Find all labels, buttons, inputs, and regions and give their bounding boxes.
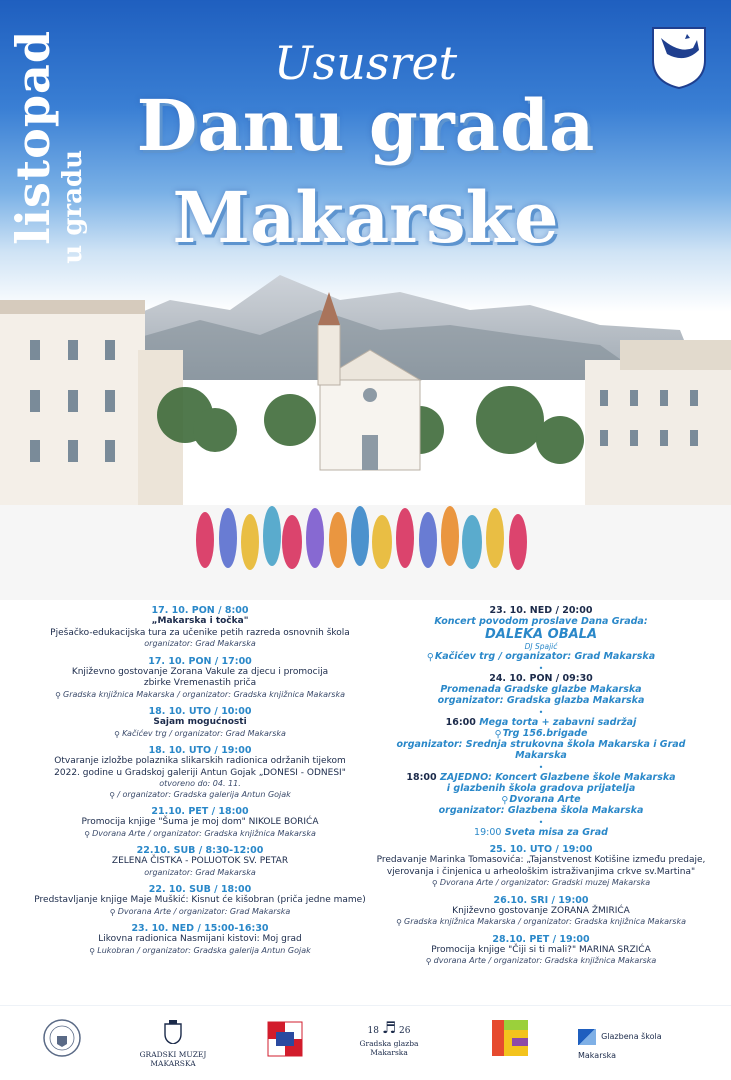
- event-item: 18. 10. UTO / 10:00 Sajam mogućnosti ⚲ Kačićev trg / organizator: Grad Makarska: [114, 706, 286, 739]
- event-item: 23. 10. NED / 15:00-16:30 Likovna radionica Nasmijani kistovi: Moj grad ⚲ Lukobran / organizator: Gradska galerija Antun Gojak: [89, 923, 311, 956]
- location-pin-icon: ⚲: [55, 690, 61, 700]
- sponsor-footer: [0, 1005, 731, 1080]
- events-right-column: 23. 10. NED / 20:00 Koncert povodom proslave Dana Grada: DALEKA OBALA DJ Spajić ⚲Kačićev trg / organizator: Grad Makarska • 24. 10. PON / 09:30 Promenada Gradske glazbe Makarska organizator: Gradska glazba Makarska • 16:00 Mega torta + zabavni sadržaj ⚲Trg 156.brigade organizator: Srednja strukovna škola Makarska i Grad Makarska • 18:00 ZAJEDNO: Koncert Glazbene škole Makarska i glazbenih škola gradova prijatelja ⚲Dvorana Arte organizator: Glazbena škola Makarska • 19:00 Sveta misa za Grad 25. 10. UTO / 19:00 Predavanje Marinka Tomasovića: „Tajanstvenost Kotišine između predaje, vjerovanja i činjenica u arheološkim istraživanjima crkve sv.Martina" ⚲ Dvorana Arte / organizator: Gradski muzej Makarska 26.10. SRI / 19:00 Književno gostovanje ZORANA ŽMIRIĆA ⚲ Gradska knjižnica Makarska / organizator: Gradska knjižnica Makarska 28.10. PET / 19:00 Promocija knjige "Čiji si ti mali?" MARINA SRZIĆA ⚲ dvorana Arte / organizator: Gradska knjižnica Makarska: [376, 605, 706, 966]
- museum-logo: GRADSKI MUZEJ MAKARSKA: [118, 1018, 228, 1068]
- g-block-icon: [490, 1018, 530, 1058]
- croatian-checker-icon: [266, 1018, 304, 1060]
- makarska-square-illustration: [0, 270, 731, 600]
- event-item: 19:00 Sveta misa za Grad: [474, 827, 608, 838]
- event-item: 18. 10. UTO / 19:00 Otvaranje izložbe polaznika slikarskih radionica održanih tijekom 2022. godine u Gradskoj galeriji Antun Gojak „DONESI - ODNESI" otvoreno do: 04. 11. ⚲ / organizator: Gradska galerija Antun Gojak: [54, 745, 346, 800]
- events-left-column: [30, 605, 370, 962]
- ususret-script: Ususret: [273, 36, 458, 90]
- location-pin-icon: ⚲: [89, 946, 96, 956]
- location-pin-icon: ⚲: [114, 729, 120, 739]
- music-school-icon: [578, 1029, 596, 1045]
- side-title-small: u gradu: [58, 150, 88, 264]
- event-item: 17. 10. PON / 17:00 Književno gostovanje Zorana Vakule za djecu i promocija zbirke Vremenastih priča ⚲ Gradska knjižnica Makarska / organizator: Gradska knjižnica Makarska: [55, 655, 345, 700]
- city-crest-icon: [649, 24, 709, 90]
- location-pin-icon: ⚲: [431, 879, 438, 888]
- main-title-line2: Makarske: [172, 176, 559, 259]
- event-item: 24. 10. PON / 09:30 Promenada Gradske glazbe Makarska organizator: Gradska glazba Makarska: [437, 673, 645, 706]
- event-item: 16:00 Mega torta + zabavni sadržaj ⚲Trg 156.brigade organizator: Srednja strukovna škola Makarska i Grad Makarska: [396, 717, 686, 761]
- location-pin-icon: ⚲: [425, 957, 432, 966]
- main-title-line1: Danu grada: [136, 84, 595, 167]
- event-item: 28.10. PET / 19:00 Promocija knjige "Čiji si ti mali?" MARINA SRZIĆA ⚲ dvorana Arte / organizator: Gradska knjižnica Makarska: [425, 933, 657, 966]
- event-item: 18:00 ZAJEDNO: Koncert Glazbene škole Makarska i glazbenih škola gradova prijatelja ⚲Dvorana Arte organizator: Glazbena škola Makarska: [406, 772, 676, 816]
- event-item-concert: 23. 10. NED / 20:00 Koncert povodom proslave Dana Grada: DALEKA OBALA DJ Spajić ⚲Kačićev trg / organizator: Grad Makarska: [426, 605, 656, 663]
- location-pin-icon: ⚲: [84, 829, 91, 839]
- location-pin-icon: ⚲: [426, 652, 434, 663]
- tourist-board-logo: [266, 1018, 304, 1064]
- museum-crest-icon: [163, 1018, 183, 1044]
- location-pin-icon: ⚲: [396, 918, 402, 927]
- seal-icon: [42, 1018, 82, 1058]
- glazbena-skola-logo: Glazbena škola Makarska: [578, 1026, 698, 1064]
- location-pin-icon: ⚲: [494, 729, 502, 740]
- side-title-big: listopad: [6, 30, 60, 245]
- event-item: 17. 10. PON / 8:00 „Makarska i točka" Pješačko-edukacijska tura za učenike petih razreda osnovnih škola organizator: Grad Makarska: [50, 605, 350, 648]
- event-item: 22. 10. SUB / 18:00 Predstavljanje knjige Maje Muškić: Kisnut će kišobran (priča jedne mame) ⚲ Dvorana Arte / organizator: Grad Makarska: [34, 884, 366, 917]
- event-item: 21.10. PET / 18:00 Promocija knjige "Šuma je moj dom" NIKOLE BORIĆA ⚲ Dvorana Arte / organizator: Gradska knjižnica Makarska: [81, 806, 319, 839]
- lyre-icon: ♬: [381, 1018, 397, 1037]
- location-pin-icon: ⚲: [501, 795, 509, 806]
- gradska-glazba-logo: 18 ♬ 26 Gradska glazba Makarska: [359, 1018, 419, 1057]
- events-program: [0, 605, 731, 1000]
- location-pin-icon: ⚲: [109, 907, 116, 917]
- event-item: 25. 10. UTO / 19:00 Predavanje Marinka Tomasovića: „Tajanstvenost Kotišine između predaje, vjerovanja i činjenica u arheološkim istraživanjima crkve sv.Martina" ⚲ Dvorana Arte / organizator: Gradski muzej Makarska: [376, 844, 706, 888]
- event-item: 22.10. SUB / 8:30-12:00 ZELENA ČISTKA - POLUOTOK SV. PETAR organizator: Grad Makarska: [111, 845, 289, 877]
- event-item: 26.10. SRI / 19:00 Književno gostovanje ZORANA ŽMIRIĆA ⚲ Gradska knjižnica Makarska / organizator: Gradska knjižnica Makarska: [396, 894, 686, 927]
- seal-logo: [42, 1018, 82, 1062]
- location-pin-icon: ⚲: [109, 790, 116, 800]
- city-g-logo: [490, 1018, 530, 1062]
